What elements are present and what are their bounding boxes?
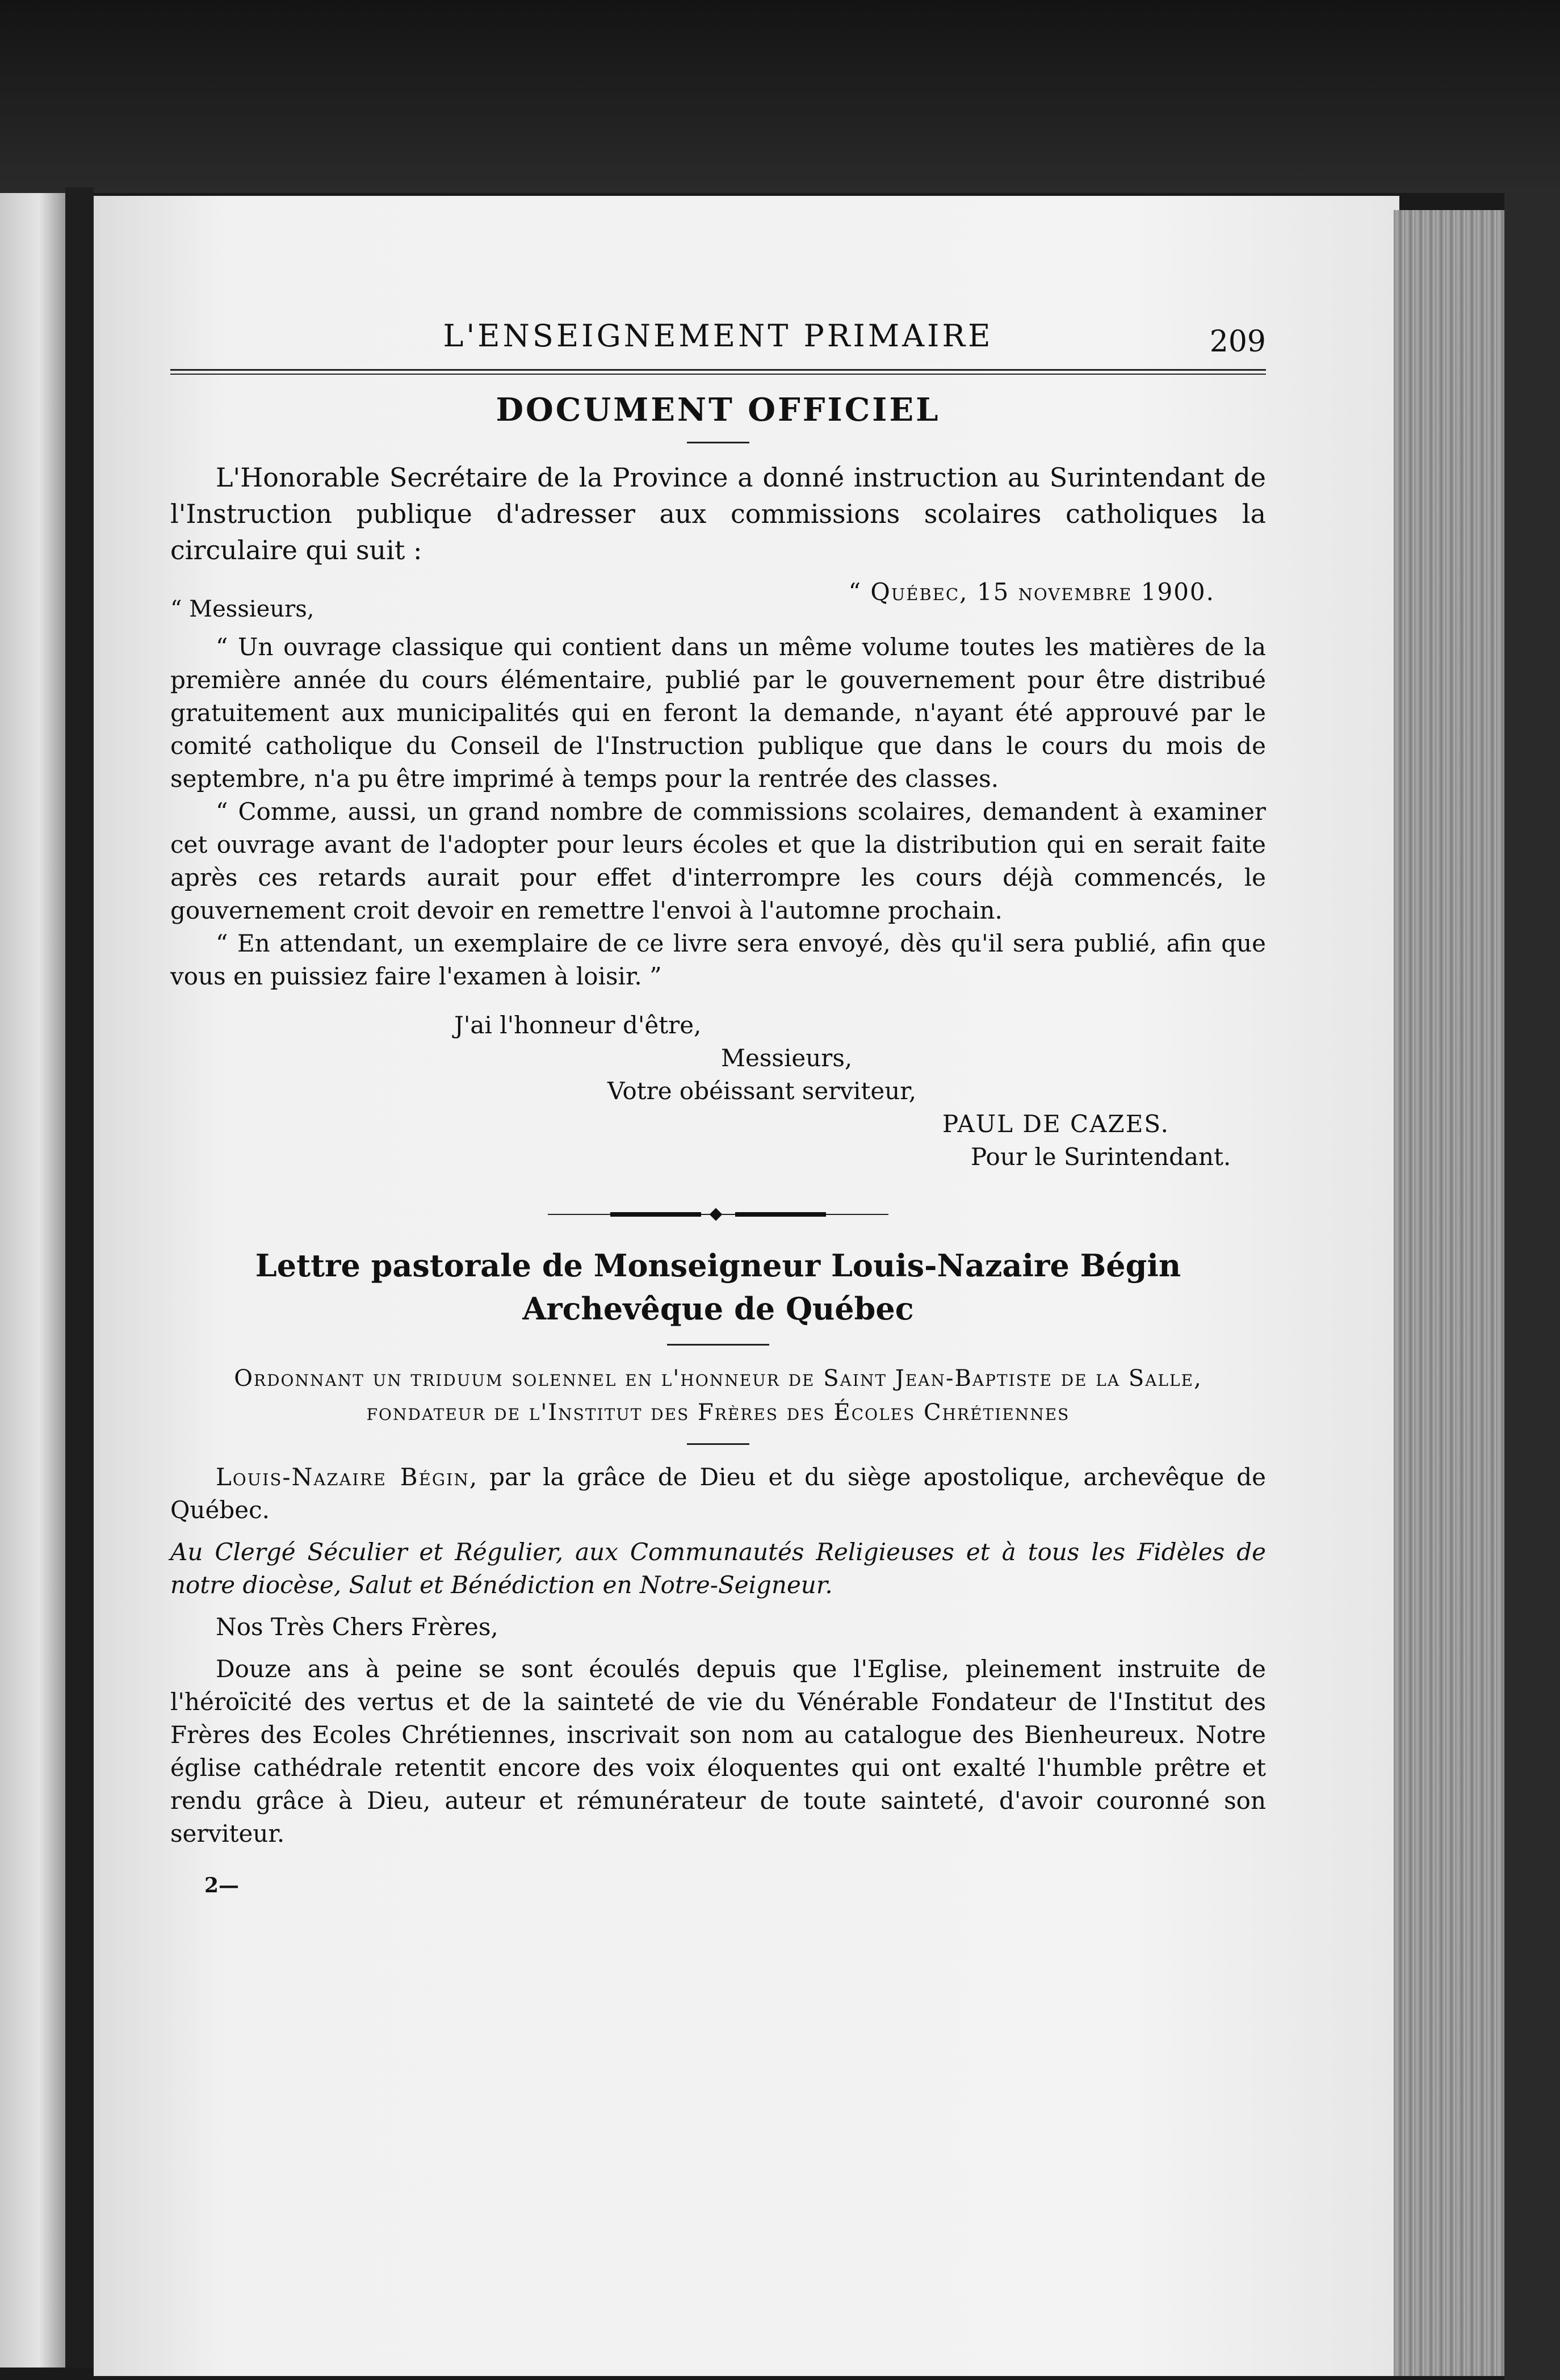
running-header	[170, 318, 1266, 363]
running-title: L'ENSEIGNEMENT PRIMAIRE	[443, 318, 993, 354]
circular-paragraph: “ En attendant, un exemplaire de ce livre sera envoyé, dès qu'il sera publié, afin que vous en puissiez faire l'examen à loisir. ”	[170, 929, 1266, 990]
document-officiel-section	[170, 392, 1266, 1174]
page-stack-edge	[1394, 210, 1504, 2376]
facing-page-edge	[0, 193, 65, 2368]
author-line: , par la grâce de Dieu et du siège apostolique, archevêque de Québec.	[170, 1463, 1266, 1524]
closing-line: Messieurs,	[721, 1044, 853, 1072]
circular-paragraph: “ Comme, aussi, un grand nombre de commissions scolaires, demandent à examiner cet ouvrage avant de l'adopter pour leurs écoles et que la distribution qui en serait faite après ces retards aurait pour effet d'interrompre les cours déjà commencés, le gouvernement croit devoir en remettre l'envoi à l'automne prochain.	[170, 798, 1266, 924]
address-paragraph: Au Clergé Séculier et Régulier, aux Communautés Religieuses et à tous les Fidèles de notre diocèse, Salut et Bénédiction en Notre-Seigneur.	[170, 1538, 1266, 1599]
circular-body	[170, 631, 1266, 993]
header-rule	[170, 369, 1266, 375]
pastoral-title-line-1: Lettre pastorale de Monseigneur Louis-Nazaire Bégin	[255, 1247, 1181, 1284]
signature-mark: 2—	[204, 1874, 240, 1897]
book-gutter	[65, 187, 94, 2368]
page-content	[170, 318, 1266, 1904]
pastoral-subtitle: Ordonnant un triduum solennel en l'honneur de Saint Jean-Baptiste de la Salle, fondateur de l'Institut des Frères des Écoles Chrétiennes	[234, 1365, 1202, 1426]
circular-paragraph: “ Un ouvrage classique qui contient dans un même volume toutes les matières de la première année du cours élémentaire, publié par le gouvernement pour être distribué gratuitement aux municipalités qui en feront la demande, n'ayant été approuvé par le comité catholique du Conseil de l'Instruction publique que dans le cours du mois de septembre, n'a pu être imprimé à temps pour la rentrée des classes.	[170, 633, 1266, 793]
closing-line: J'ai l'honneur d'être,	[454, 1011, 702, 1039]
ornament-bar-left	[610, 1212, 701, 1217]
author-paragraph	[170, 1461, 1266, 1527]
page-number: 209	[1209, 325, 1266, 359]
intro-paragraph: L'Honorable Secrétaire de la Province a donné instruction au Surintendant de l'Instruction publique d'adresser aux commissions scolaires catholiques la circulaire qui suit :	[170, 462, 1266, 565]
pastoral-title-line-2: Archevêque de Québec	[522, 1290, 914, 1327]
letter-heading	[170, 574, 1266, 631]
subtitle-rule	[687, 1443, 749, 1445]
author-name: Louis-Nazaire Bégin	[216, 1463, 469, 1491]
pastoral-body	[170, 1461, 1266, 1850]
title-rule	[667, 1344, 769, 1346]
section-ornament	[548, 1208, 888, 1221]
greeting: Nos Très Chers Frères,	[216, 1613, 498, 1641]
ornament-bar-right	[735, 1212, 826, 1217]
closing-line: Votre obéissant serviteur,	[607, 1077, 917, 1105]
salutation: “ Messieurs,	[170, 596, 314, 622]
signoff	[170, 1009, 1266, 1174]
section-title: DOCUMENT OFFICIEL	[496, 391, 941, 429]
signatory-name: PAUL DE CAZES.	[942, 1110, 1169, 1138]
ornament-diamond	[710, 1208, 723, 1221]
lettre-pastorale-section	[170, 1244, 1266, 1904]
scan-background-right	[1504, 193, 1560, 2380]
body-paragraph: Douze ans à peine se sont écoulés depuis que l'Eglise, pleinement instruite de l'héroïcité des vertus et de la sainteté de vie du Vénérable Fondateur de l'Institut des Frères des Ecoles Chrétiennes, inscrivait son nom au catalogue des Bienheureux. Notre église cathédrale retentit encore des voix éloquentes qui ont exalté l'humble prêtre et rendu grâce à Dieu, auteur et rémunérateur de toute sainteté, d'avoir couronné son serviteur.	[170, 1655, 1266, 1847]
place-date: “ Québec, 15 novembre 1900.	[848, 578, 1215, 606]
scan-background-top	[0, 0, 1560, 193]
signatory-role: Pour le Surintendant.	[971, 1143, 1231, 1171]
title-rule	[687, 442, 749, 443]
